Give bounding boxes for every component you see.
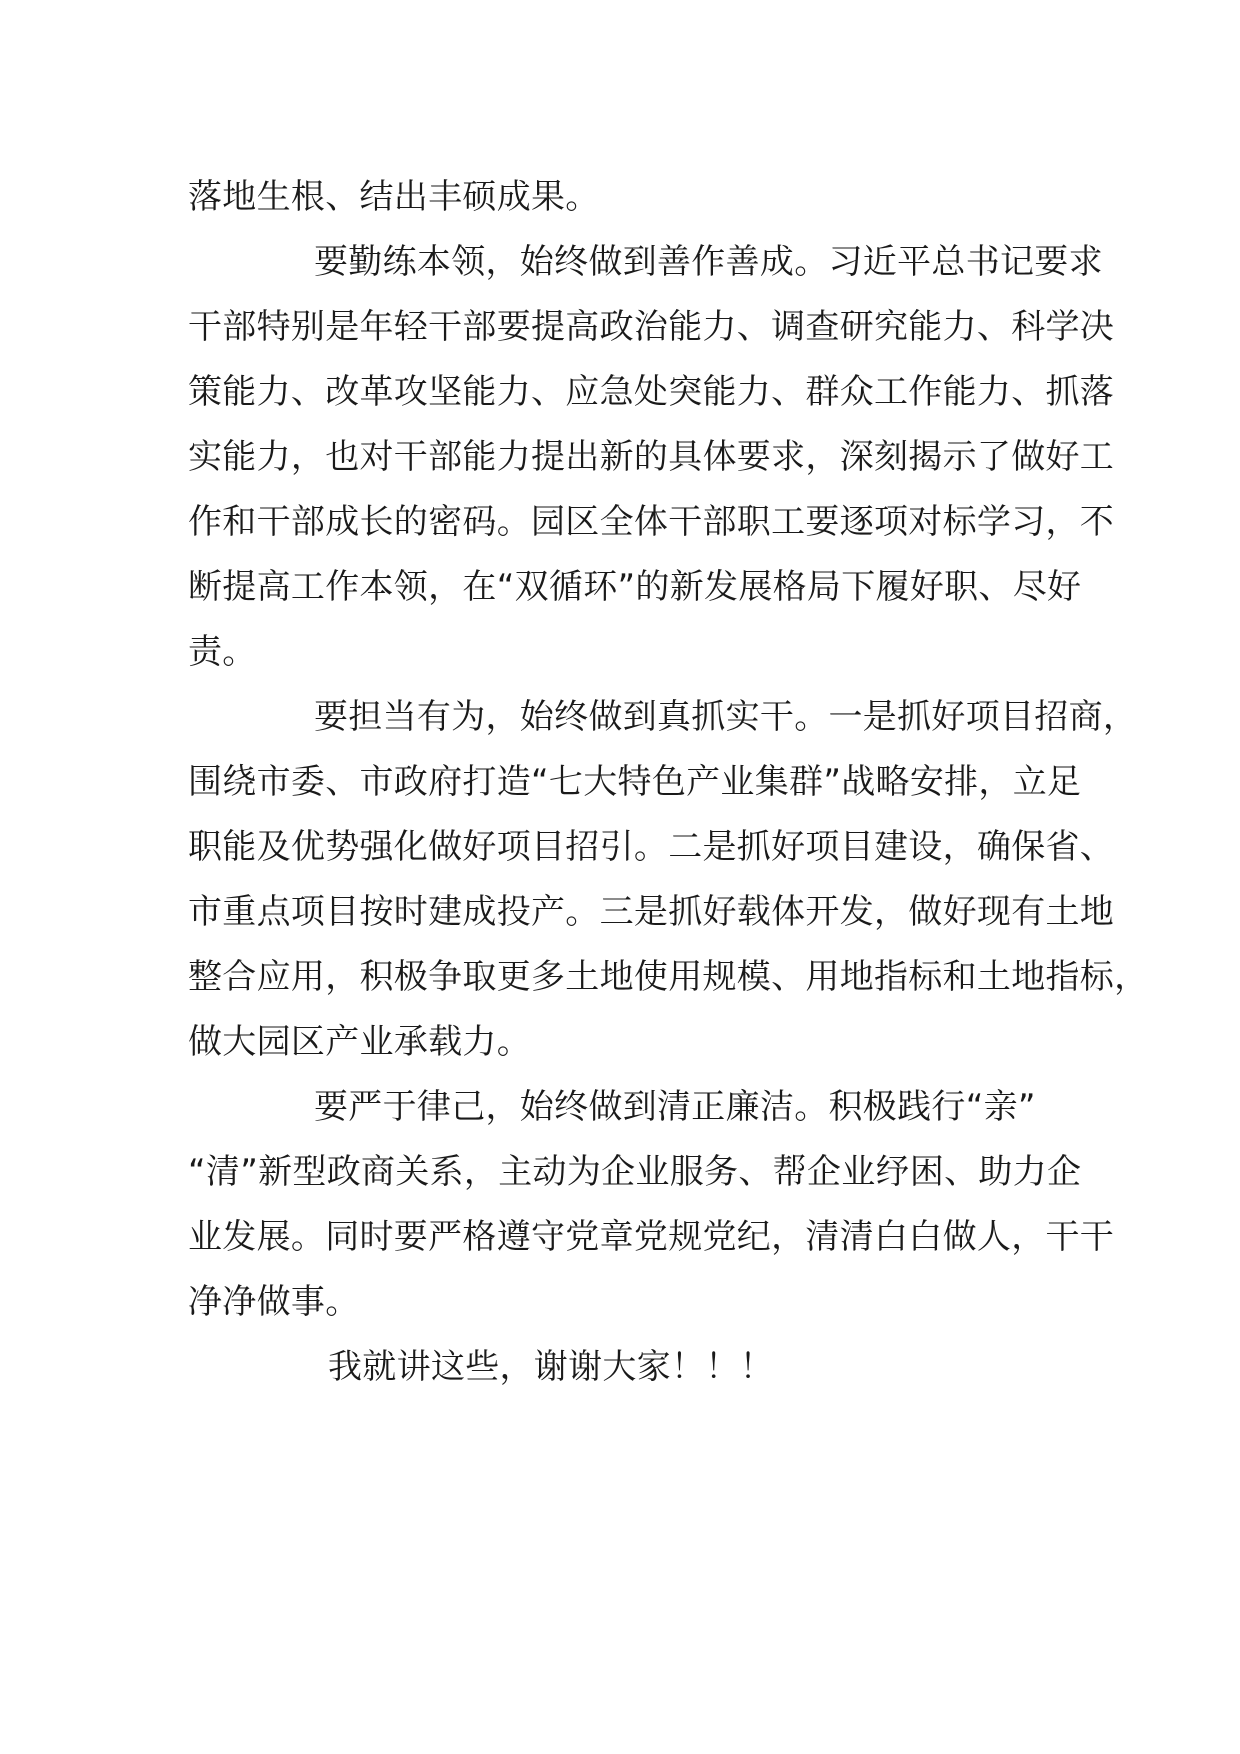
text-line: 实能力，也对干部能力提出新的具体要求，深刻揭示了做好工 [188, 437, 1115, 477]
speech-body [188, 165, 1149, 1400]
paragraph-start-line: 要勤练本领，始终做到善作善成。习近平总书记要求 [314, 242, 1103, 282]
text-line: 做大园区产业承载力。 [188, 1022, 531, 1062]
text-line: “清”新型政商关系，主动为企业服务、帮企业纾困、助力企 [188, 1152, 1082, 1192]
text-line: 落地生根、结出丰硕成果。 [188, 177, 600, 217]
paragraph-start-line: 要担当有为，始终做到真抓实干。一是抓好项目招商， [314, 697, 1138, 737]
text-line: 职能及优势强化做好项目招引。二是抓好项目建设，确保省、 [188, 827, 1115, 867]
text-line: 整合应用，积极争取更多土地使用规模、用地指标和土地指标， [188, 957, 1149, 997]
text-line: 围绕市委、市政府打造“七大特色产业集群”战略安排，立足 [188, 762, 1082, 802]
text-line: 责。 [188, 632, 257, 672]
text-line: 作和干部成长的密码。园区全体干部职工要逐项对标学习，不 [188, 502, 1115, 542]
closing-remark: 我就讲这些，谢谢大家！！！ [328, 1347, 774, 1387]
text-line: 策能力、改革攻坚能力、应急处突能力、群众工作能力、抓落 [188, 372, 1115, 412]
paragraph-start-line: 要严于律己，始终做到清正廉洁。积极践行“亲” [314, 1087, 1036, 1127]
text-line: 市重点项目按时建成投产。三是抓好载体开发，做好现有土地 [188, 892, 1115, 932]
text-line: 业发展。同时要严格遵守党章党规党纪，清清白白做人，干干 [188, 1217, 1115, 1257]
text-line: 断提高工作本领，在“双循环”的新发展格局下履好职、尽好 [188, 567, 1082, 607]
text-line: 干部特别是年轻干部要提高政治能力、调查研究能力、科学决 [188, 307, 1115, 347]
text-line: 净净做事。 [188, 1282, 360, 1322]
